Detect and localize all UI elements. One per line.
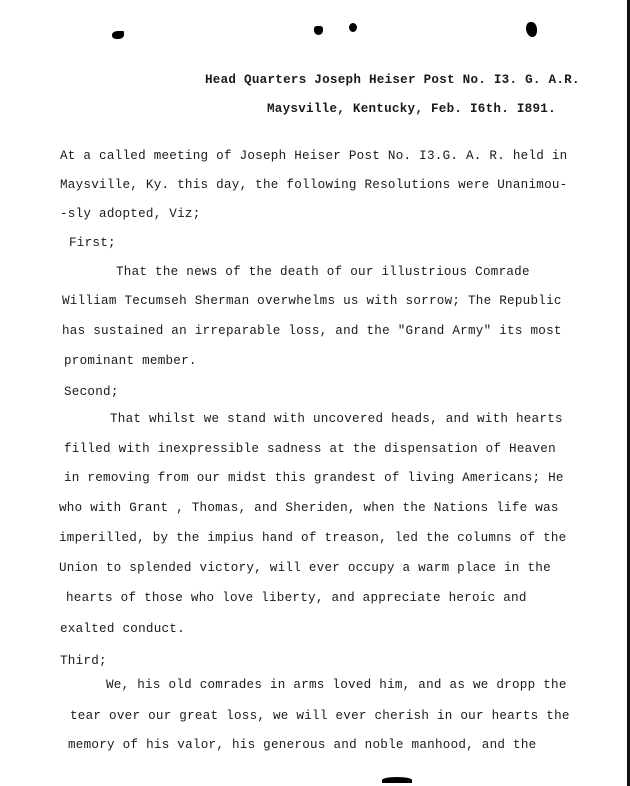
- first-line: prominant member.: [64, 354, 197, 368]
- header-line-1: Head Quarters Joseph Heiser Post No. I3. G. A.R.: [205, 73, 580, 87]
- second-line: That whilst we stand with uncovered heads, and with hearts: [110, 412, 563, 426]
- section-heading-second: Second;: [64, 385, 119, 399]
- second-line: imperilled, by the impius hand of treason, led the columns of the: [59, 531, 567, 545]
- section-heading-third: Third;: [60, 654, 107, 668]
- second-line: exalted conduct.: [60, 622, 185, 636]
- first-line: has sustained an irreparable loss, and the "Grand Army" its most: [62, 324, 562, 338]
- ink-blot: [526, 22, 537, 37]
- ink-blot: [314, 26, 323, 35]
- header-line-2: Maysville, Kentucky, Feb. I6th. I891.: [267, 102, 556, 116]
- first-line: William Tecumseh Sherman overwhelms us with sorrow; The Republic: [62, 294, 562, 308]
- second-line: hearts of those who love liberty, and appreciate heroic and: [66, 591, 527, 605]
- second-line: Union to splended victory, will ever occupy a warm place in the: [59, 561, 551, 575]
- second-line: who with Grant , Thomas, and Sheriden, when the Nations life was: [59, 501, 559, 515]
- preamble-line: Maysville, Ky. this day, the following Resolutions were Unanimou-: [60, 178, 568, 192]
- second-line: filled with inexpressible sadness at the dispensation of Heaven: [64, 442, 556, 456]
- ink-blot: [112, 31, 124, 39]
- ink-blot: [382, 777, 412, 783]
- third-line: We, his old comrades in arms loved him, and as we dropp the: [106, 678, 567, 692]
- first-line: That the news of the death of our illustrious Comrade: [116, 265, 530, 279]
- third-line: tear over our great loss, we will ever cherish in our hearts the: [70, 709, 570, 723]
- preamble-line: -sly adopted, Viz;: [60, 207, 201, 221]
- third-line: memory of his valor, his generous and noble manhood, and the: [68, 738, 537, 752]
- section-heading-first: First;: [69, 236, 116, 250]
- second-line: in removing from our midst this grandest of living Americans; He: [64, 471, 564, 485]
- ink-blot: [349, 23, 357, 32]
- preamble-line: At a called meeting of Joseph Heiser Post No. I3.G. A. R. held in: [60, 149, 568, 163]
